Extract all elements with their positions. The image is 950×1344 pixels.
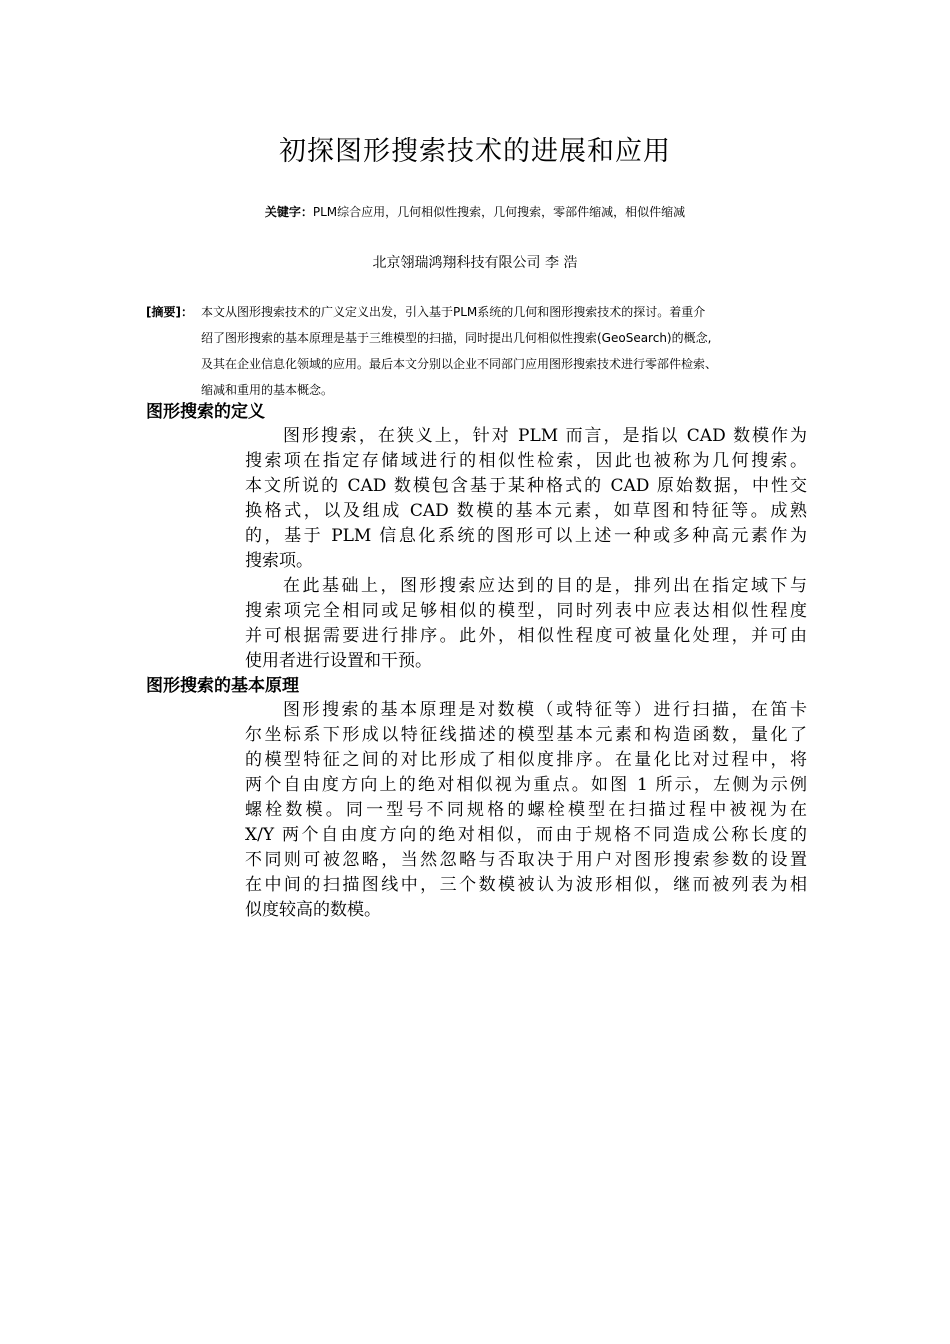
paragraph-line: 在此基础上，图形搜索应达到的目的是，排列出在指定域下与 [283,576,807,596]
paragraph-line: 搜索项完全相同或足够相似的模型，同时列表中应表达相似性程度 [245,601,807,621]
abstract-text: 本文从图形搜索技术的广义定义出发，引入基于PLM系统的几何和图形搜索技术的探讨。着重介 [201,305,706,319]
section-heading-definition: 图形搜索的定义 [146,402,265,422]
paragraph-line: 图形搜索，在狭义上，针对 PLM 而言，是指以 CAD 数模作为 [283,426,807,446]
keywords-label: 关键字： [264,205,313,219]
paragraph-line: 并可根据需要进行排序。此外，相似性程度可被量化处理，并可由 [245,626,807,646]
paragraph-line: 搜索项。 [245,551,313,571]
document-title: 初探图形搜索技术的进展和应用 [279,136,671,167]
abstract-label: [摘要]： [146,305,193,319]
paragraph [245,574,807,674]
paragraph-line: 不同则可被忽略，当然忽略与否取决于用户对图形搜索参数的设置 [245,850,807,870]
paragraph-line: 在中间的扫描图线中，三个数模被认为波形相似，继而被列表为相 [245,875,807,895]
abstract-block [146,299,816,403]
abstract-line [146,351,816,377]
paragraph-line: 似度较高的数模。 [245,900,381,920]
abstract-text: 及其在企业信息化领域的应用。最后本文分别以企业不同部门应用图形搜索技术进行零部件检索、 [201,357,718,371]
section-heading-principle: 图形搜索的基本原理 [146,676,299,696]
paragraph [245,698,807,923]
abstract-text: 缩减和重用的基本概念。 [201,383,334,397]
keywords-text: PLM综合应用，几何相似性搜索，几何搜索，零部件缩减，相似件缩减 [312,205,686,219]
paragraph-line: 换格式，以及组成 CAD 数模的基本元素，如草图和特征等。成熟 [245,501,807,521]
abstract-text: 绍了图形搜索的基本原理是基于三维模型的扫描，同时提出几何相似性搜索(GeoSearch)的概念, [201,331,712,345]
paragraph-line: 使用者进行设置和干预。 [245,651,432,671]
author-affiliation: 北京翎瑞鸿翔科技有限公司 李 浩 [372,255,578,271]
paragraph-line: 螺栓数模。同一型号不同规格的螺栓模型在扫描过程中被视为在 [245,800,807,820]
paragraph-line: 的，基于 PLM 信息化系统的图形可以上述一种或多种高元素作为 [245,526,807,546]
paragraph-line: 的模型特征之间的对比形成了相似度排序。在量化比对过程中，将 [245,750,807,770]
abstract-line [146,299,816,325]
paragraph-line: 尔坐标系下形成以特征线描述的模型基本元素和构造函数，量化了 [245,725,807,745]
paragraph-line: 搜索项在指定存储域进行的相似性检索，因此也被称为几何搜索。 [245,451,807,471]
keywords-line [0,203,950,221]
paragraph-line: X/Y 两个自由度方向的绝对相似，而由于规格不同造成公称长度的 [245,825,807,845]
paragraph-line: 本文所说的 CAD 数模包含基于某种格式的 CAD 原始数据，中性交 [245,476,807,496]
paragraph [245,424,807,574]
paragraph-line: 两个自由度方向上的绝对相似视为重点。如图 1 所示，左侧为示例 [245,775,807,795]
paragraph-line: 图形搜索的基本原理是对数模（或特征等）进行扫描，在笛卡 [283,700,807,720]
abstract-line [146,325,816,351]
